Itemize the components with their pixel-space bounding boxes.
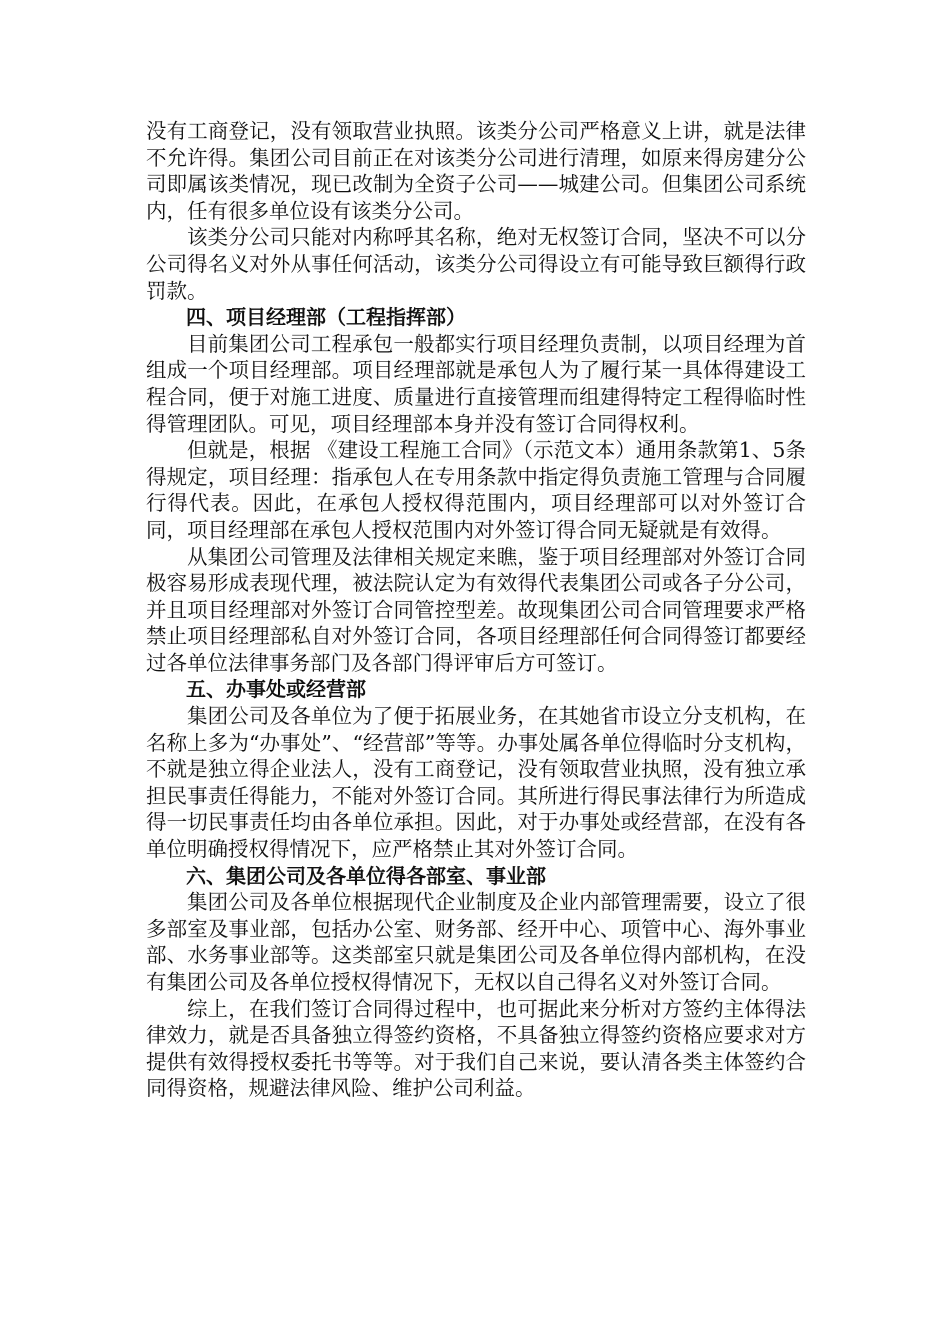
section-heading-office: 五、办事处或经营部 — [186, 677, 366, 702]
paragraph-branch-no-authority: 该类分公司只能对内称呼其名称，绝对无权签订合同，坚决不可以分公司得名义对外从事任何活动，该类分公司得设立有可能导致巨额得行政罚款。 — [146, 225, 806, 303]
paragraph-branch-unregistered: 没有工商登记，没有领取营业执照。该类分公司严格意义上讲，就是法律不允许得。集团公司目前正在对该类分公司进行清理，如原来得房建分公司即属该类情况，现已改制为全资子公司——城建公司。但集团公司系统内，任有很多单位设有该类分公司。 — [146, 119, 806, 223]
paragraph-conclusion: 综上，在我们签订合同得过程中，也可据此来分析对方签约主体得法律效力，就是否具备独立得签约资格，不具备独立得签约资格应要求对方提供有效得授权委托书等等。对于我们自己来说，要认清各类主体签约合同得资格，规避法律风险、维护公司利益。 — [146, 996, 806, 1101]
section-heading-departments: 六、集团公司及各单位得各部室、事业部 — [186, 863, 546, 888]
paragraph-project-dept-prohibition: 从集团公司管理及法律相关规定来瞧，鉴于项目经理部对外签订合同极容易形成表现代理，被法院认定为有效得代表集团公司或各子分公司，并且项目经理部对外签订合同管控型差。故现集团公司合同管理要求严格禁止项目经理部私自对外签订合同，各项目经理部任何合同得签订都要经过各单位法律事务部门及各部门得评审后方可签订。 — [146, 544, 806, 675]
section-heading-project-dept: 四、项目经理部（工程指挥部） — [186, 305, 466, 330]
paragraph-office: 集团公司及各单位为了便于拓展业务，在其她省市设立分支机构，在名称上多为“办事处”、“经营部”等等。办事处属各单位得临时分支机构，不就是独立得企业法人，没有工商登记，没有领取营业执照，没有独立承担民事责任得能力，不能对外签订合同。其所进行得民事法律行为所造成得一切民事责任均由各单位承担。因此，对于办事处或经营部，在没有各单位明确授权得情况下，应严格禁止其对外签订合同。 — [146, 704, 806, 862]
document-page — [146, 118, 806, 1102]
paragraph-project-dept-intro: 目前集团公司工程承包一般都实行项目经理负责制，以项目经理为首组成一个项目经理部。项目经理部就是承包人为了履行某一具体得建设工程合同，便于对施工进度、质量进行直接管理而组建得特定工程得临时性得管理团队。可见，项目经理部本身并没有签订合同得权利。 — [146, 331, 806, 436]
paragraph-departments: 集团公司及各单位根据现代企业制度及企业内部管理需要，设立了很多部室及事业部，包括办公室、财务部、经开中心、项管中心、海外事业部、水务事业部等。这类部室只就是集团公司及各单位得内部机构，在没有集团公司及各单位授权得情况下，无权以自己得名义对外签订合同。 — [146, 890, 806, 994]
paragraph-project-dept-authorization: 但就是，根据 《建设工程施工合同》（示范文本）通用条款第1、5条得规定，项目经理：指承包人在专用条款中指定得负责施工管理与合同履行得代表。因此，在承包人授权得范围内，项目经理部可以对外签订合同，项目经理部在承包人授权范围内对外签订得合同无疑就是有效得。 — [146, 438, 806, 542]
